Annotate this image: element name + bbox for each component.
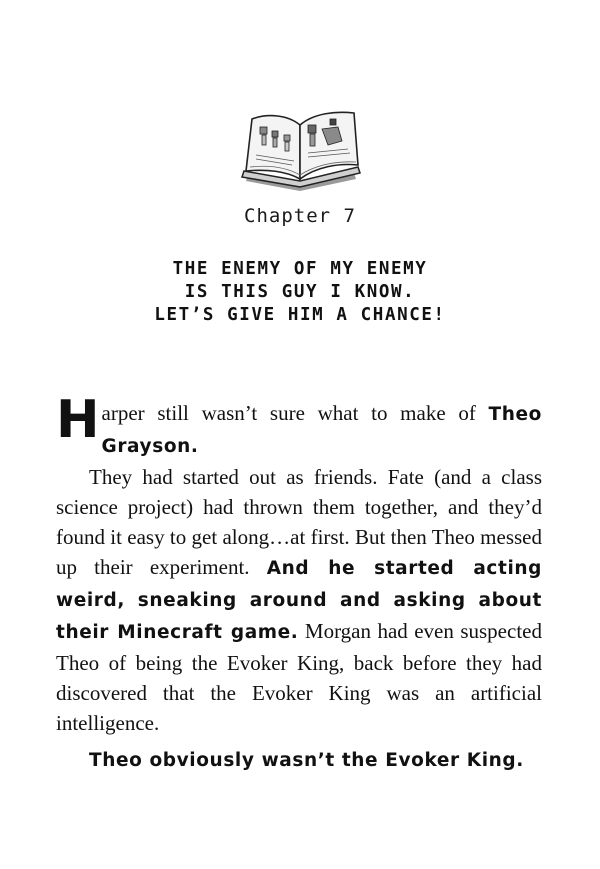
paragraph-2-text-1: They had started out as friends. Fate (and a class science project) had thrown them together, and they’d found it easy to get along…at first. But then Theo messed up their experiment. (56, 465, 542, 579)
paragraph-1-text: arper still wasn’t sure what to make of (101, 401, 489, 425)
drop-cap: H (56, 390, 100, 450)
paragraph-1-emphasis: Theo Grayson. (101, 404, 542, 457)
paragraph-2-emphasis: And he started acting weird, sneaking around and asking about their Minecraft game. (56, 558, 542, 643)
chapter-title (0, 258, 600, 327)
body-text (56, 390, 542, 776)
open-book-icon (238, 105, 364, 191)
chapter-title-line-2: IS THIS GUY I KNOW. (184, 282, 416, 302)
paragraph-3-emphasis: Theo obviously wasn’t the Evoker King. (89, 750, 524, 771)
chapter-label: Chapter 7 (244, 205, 356, 227)
paragraph-2 (56, 462, 542, 738)
paragraph-3 (56, 744, 542, 776)
paragraph-1 (56, 390, 542, 462)
chapter-title-line-1: THE ENEMY OF MY ENEMY (172, 259, 428, 279)
paragraph-2-text-2: Morgan had even suspected Theo of being the Evoker King, back before they had discovered that the Evoker King was an artificial intelligence. (56, 619, 542, 735)
chapter-title-line-3: LET’S GIVE HIM A CHANCE! (154, 305, 446, 325)
